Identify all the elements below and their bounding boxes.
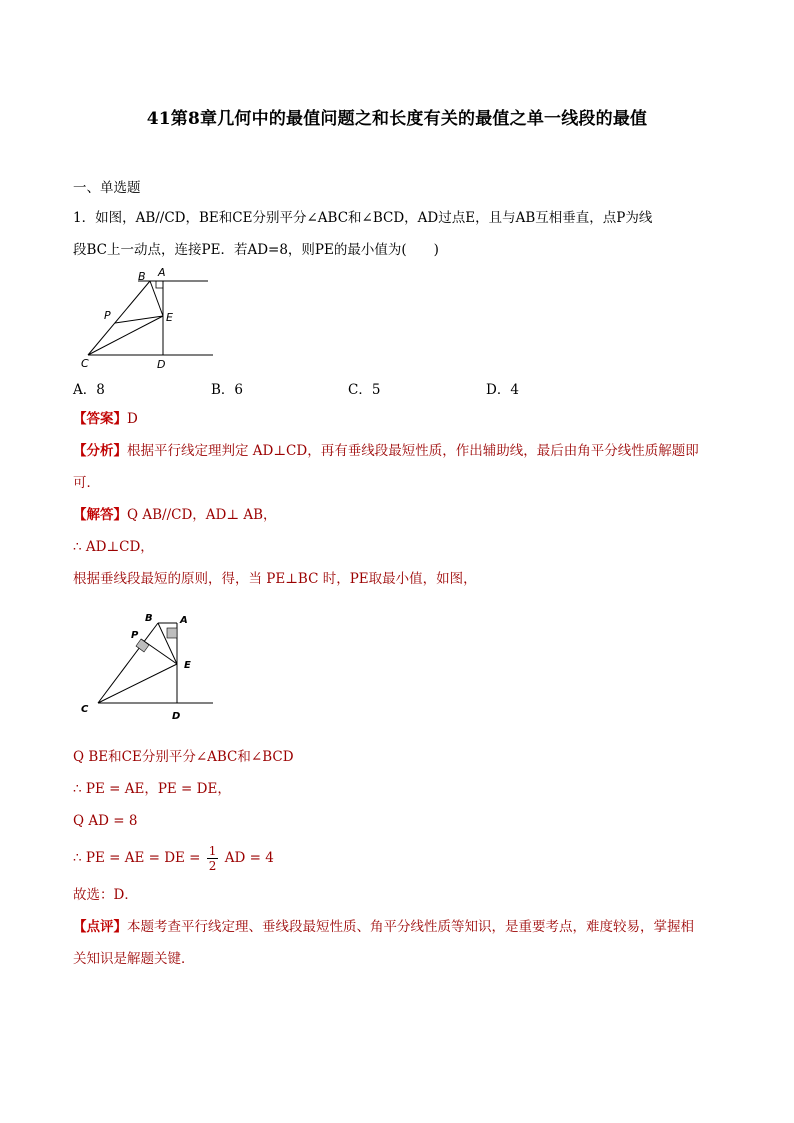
fig1-label-e: E — [166, 311, 173, 324]
solution-line-5: ∴ PE = AE，PE = DE， — [73, 781, 231, 797]
solution-figure — [78, 608, 223, 723]
fig2-label-a: A — [180, 615, 188, 626]
fig1-label-p: P — [104, 309, 111, 322]
solution-line-2: ∴ AD⊥CD， — [73, 539, 154, 555]
section-heading: 一、单选题 — [73, 180, 141, 196]
solution-line-8: 故选：D． — [73, 887, 138, 903]
fig2-label-b: B — [145, 613, 153, 624]
question-figure — [78, 268, 218, 372]
solution-line-3: 根据垂线段最短的原则，得，当 PE⊥BC 时，PE取最小值，如图， — [73, 571, 477, 587]
solution-text-1: Q AB//CD，AD⊥ AB， — [127, 507, 277, 523]
answer-value: D — [127, 411, 138, 427]
fraction-numerator: 1 — [208, 844, 217, 858]
option-c: C．5 — [348, 382, 381, 398]
option-b: B．6 — [211, 382, 244, 398]
fig2-label-d: D — [172, 711, 181, 722]
analysis-text-1: 根据平行线定理判定 AD⊥CD，再有垂线段最短性质，作出辅助线，最后由角平分线性质解题即 — [127, 443, 699, 459]
fig1-label-b: B — [138, 270, 146, 283]
option-a: A．8 — [73, 382, 105, 398]
question-line-1: 1．如图，AB//CD，BE和CE分别平分∠ABC和∠BCD，AD过点E，且与AB互相垂直，点P为线 — [73, 210, 653, 226]
analysis-tag: 【分析】 — [73, 443, 127, 459]
fig1-label-a: A — [158, 268, 166, 279]
answer-line — [73, 409, 138, 429]
page-title: 41第8章几何中的最值问题之和长度有关的最值之单一线段的最值 — [146, 109, 648, 129]
question-line-2: 段BC上一动点，连接PE．若AD=8，则PE的最小值为( ) — [73, 242, 439, 258]
solution-line-7 — [73, 843, 274, 873]
comment-text-1: 本题考查平行线定理、垂线段最短性质、角平分线性质等知识，是重要考点，难度较易，掌握相 — [127, 919, 694, 935]
option-d: D．4 — [486, 382, 519, 398]
fraction-half — [207, 844, 219, 873]
solution-line-1 — [73, 505, 277, 525]
analysis-line-1 — [73, 441, 699, 461]
solution-tag: 【解答】 — [73, 507, 127, 523]
fraction-denominator: 2 — [208, 859, 217, 873]
answer-tag: 【答案】 — [73, 411, 127, 427]
solution-line-6: Q AD = 8 — [73, 813, 138, 829]
analysis-line-2: 可． — [73, 475, 100, 491]
comment-line-2: 关知识是解题关键． — [73, 951, 195, 967]
solution-l7-post: AD = 4 — [224, 850, 274, 866]
solution-line-4: Q BE和CE分别平分∠ABC和∠BCD — [73, 749, 294, 765]
comment-line-1 — [73, 917, 694, 937]
fig1-label-d: D — [157, 358, 166, 371]
fig2-label-e: E — [184, 660, 191, 671]
fig1-label-c: C — [81, 357, 89, 370]
fig2-label-p: P — [131, 630, 139, 641]
comment-tag: 【点评】 — [73, 919, 127, 935]
solution-l7-pre: ∴ PE = AE = DE = — [73, 850, 201, 866]
fig2-label-c: C — [81, 704, 89, 715]
